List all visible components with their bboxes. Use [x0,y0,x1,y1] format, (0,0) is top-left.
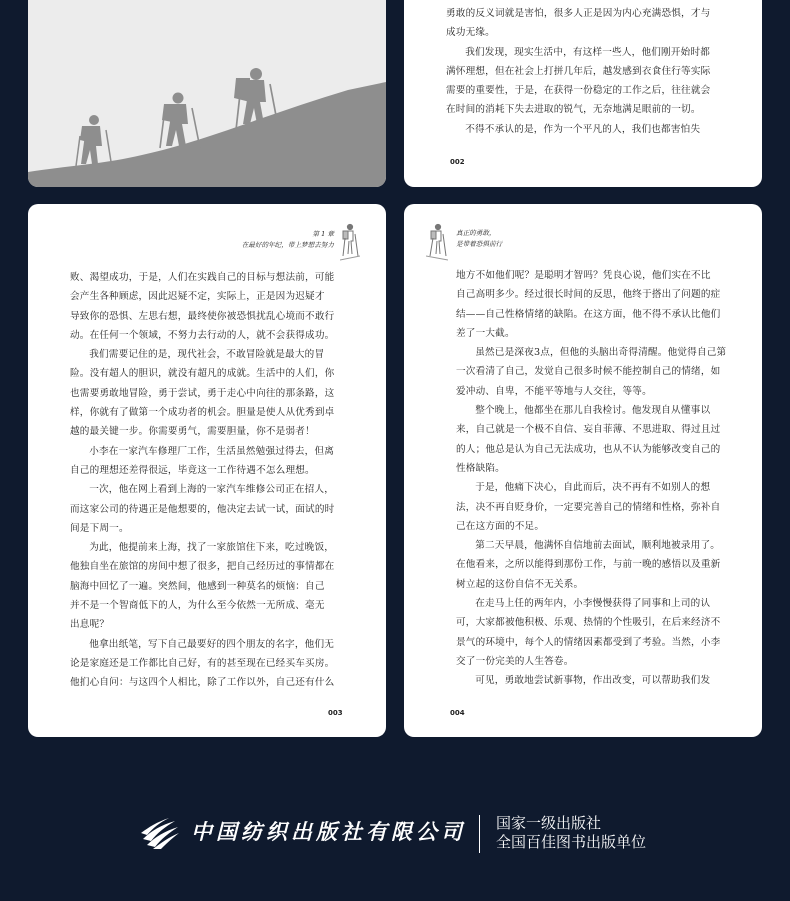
text-line: 树立起的这份自信不无关系。 [456,578,584,590]
text-line: 爱冲动、自卑，不能平等地与人交往，等等。 [456,385,652,397]
text-line: 性格缺陷。 [456,462,505,474]
text-line: 越的最关键一步。你需要勇气，需要胆量，你不是弱者！ [70,426,315,438]
page-002-body [446,4,738,139]
running-head-line2: 是带着恐惧前行 [456,240,503,248]
text-line: 间是下周一。 [70,522,129,534]
text-line: 败、渴望成功，于是，人们在实践自己的目标与想法前，可能 [70,272,335,283]
text-line: 整个晚上，他都坐在那儿自我检讨。他发现自从懂事以 [475,405,711,417]
text-line: 一次看清了自己，发觉自己很多时候不能控制自己的情绪，如 [456,366,721,378]
page-number: 002 [450,158,465,166]
text-line: 也需要勇敢地冒险，勇于尝试，勇于走心中向往的那条路，这 [70,387,335,399]
text-line: 脑海中回忆了一遍。突然间，他感到一种莫名的烦恼：自己 [70,580,325,592]
text-line: 的人；他总是认为自己无法成功，也从不认为能够改变自己的 [456,443,721,455]
text-line: 他独自坐在旅馆的房间中想了很多，把自己经历过的事情都在 [70,561,335,573]
text-line: 导致你的恐惧、左思右想，最终使你被恐惧扰乱心境而不敢行 [70,310,335,322]
text-line: 法，决不再自贬身价，一定要完善自己的情绪和性格，弥补自 [456,501,721,513]
text-line: 第二天早晨，他满怀自信地前去面试，顺利地被录用了。 [475,540,721,552]
page-004-body [456,266,748,691]
hiker-icon [340,222,360,262]
text-line: 可见，勇敢地尝试新事物，作出改变，可以帮助我们发 [475,675,711,687]
running-head [456,228,616,250]
text-line: 他扪心自问：与这四个人相比，除了工作以外，自己还有什么 [70,677,335,689]
text-line: 成功无缘。 [446,27,495,39]
text-line: 地方不如他们呢？是聪明才智吗？凭良心说，他们实在不比 [456,270,711,281]
hikers-silhouette [28,0,386,187]
text-line: 在时间的消耗下失去进取的锐气，无奈地满足眼前的一切。 [446,104,701,116]
footer-divider [479,815,480,853]
publisher-logo-icon [141,817,179,849]
text-line: 可，大家都被他积极、乐观、热情的个性吸引，在后来经济不 [456,617,721,629]
publisher-name: 中国纺织出版社有限公司 [191,819,466,844]
text-line: 自己高明多少。经过很长时间的反思，他终于搭出了问题的症 [456,289,721,301]
running-head [178,229,334,251]
text-line: 而这家公司的待遇正是他想要的，他决定去试一试，面试的时 [70,503,335,515]
text-line: 会产生各种顾虑，因此迟疑不定，实际上，正是因为迟疑才 [70,291,325,303]
running-head-subtitle: 在最好的年纪，带上梦想去努力 [241,241,334,249]
running-head-chapter: 第 1 章 [312,230,334,238]
text-line: 满怀理想，但在社会上打拼几年后，越发感到衣食住行等实际 [446,65,711,77]
running-head-line1: 真正的勇敢， [456,229,496,237]
text-line: 景气的环境中，每个人的情绪因素都受到了考验。当然，小李 [456,636,721,648]
text-line: 并不是一个智商低下的人，为什么至今依然一无所成、毫无 [70,600,325,612]
text-line: 不得不承认的是，作为一个平凡的人，我们也都害怕失 [465,123,701,135]
text-line: 动。在任何一个领域，不努力去行动的人，就不会获得成功。 [70,329,335,341]
text-line: 己在这方面的不足。 [456,520,545,532]
text-line: 勇敢的反义词就是害怕，很多人正是因为内心充满恐惧，才与 [446,8,711,19]
text-line: 交了一份完美的人生答卷。 [456,655,574,667]
text-line: 于是，他痛下决心，自此而后，决不再有不如别人的想 [475,482,711,494]
hiker-icon [426,222,448,262]
text-line: 在走马上任的两年内，小李慢慢获得了同事和上司的认 [475,598,711,610]
text-line: 在他看来，之所以能得到那份工作，与前一晚的感悟以及重新 [456,559,721,571]
text-line: 需要的重要性，于是，在获得一份稳定的工作之后，往往就会 [446,85,711,97]
publisher-award: 全国百佳图书出版单位 [496,833,647,851]
page-002 [404,0,762,187]
text-line: 结——自己性格情绪的缺陷。在这方面，他不得不承认比他们 [456,308,721,320]
text-line: 一次，他在网上看到上海的一家汽车维修公司正在招人， [89,484,335,496]
page-003 [28,204,386,737]
page-photo-hikers [28,0,386,187]
text-line: 我们发现，现实生活中，有这样一些人，他们刚开始时都 [465,46,711,58]
text-line: 我们需要记住的是，现代社会，不敢冒险就是最大的冒 [89,349,325,361]
publisher-rank: 国家一级出版社 [496,814,602,832]
text-line: 出息呢？ [70,619,110,631]
text-line: 险。没有超人的胆识，就没有超凡的成就。生活中的人们，你 [70,368,335,380]
text-line: 样，你就有了做第一个成功者的机会。胆量是使人从优秀到卓 [70,407,335,419]
text-line: 来，自己就是一个极不自信、妄自菲薄、不思进取、得过且过 [456,424,721,436]
page-number: 004 [450,709,465,717]
text-line: 差了一大截。 [456,327,515,339]
text-line: 自己的理想还差得很远，毕竟这一工作待遇不怎么理想。 [70,464,315,476]
text-line: 他拿出纸笔，写下自己最要好的四个朋友的名字，他们无 [89,638,335,650]
page-number: 003 [328,709,343,717]
page-003-body [70,268,362,693]
text-line: 为此，他提前来上海，找了一家旅馆住下来，吃过晚饭， [89,542,335,554]
page-004 [404,204,762,737]
text-line: 虽然已是深夜3点，但他的头脑出奇得清醒。他觉得自己第 [475,347,727,359]
text-line: 小李在一家汽车修理厂工作，生活虽然勉强过得去，但离 [89,445,335,457]
text-line: 论是家庭还是工作都比自己好，有的甚至现在已经买车买房。 [70,657,335,669]
